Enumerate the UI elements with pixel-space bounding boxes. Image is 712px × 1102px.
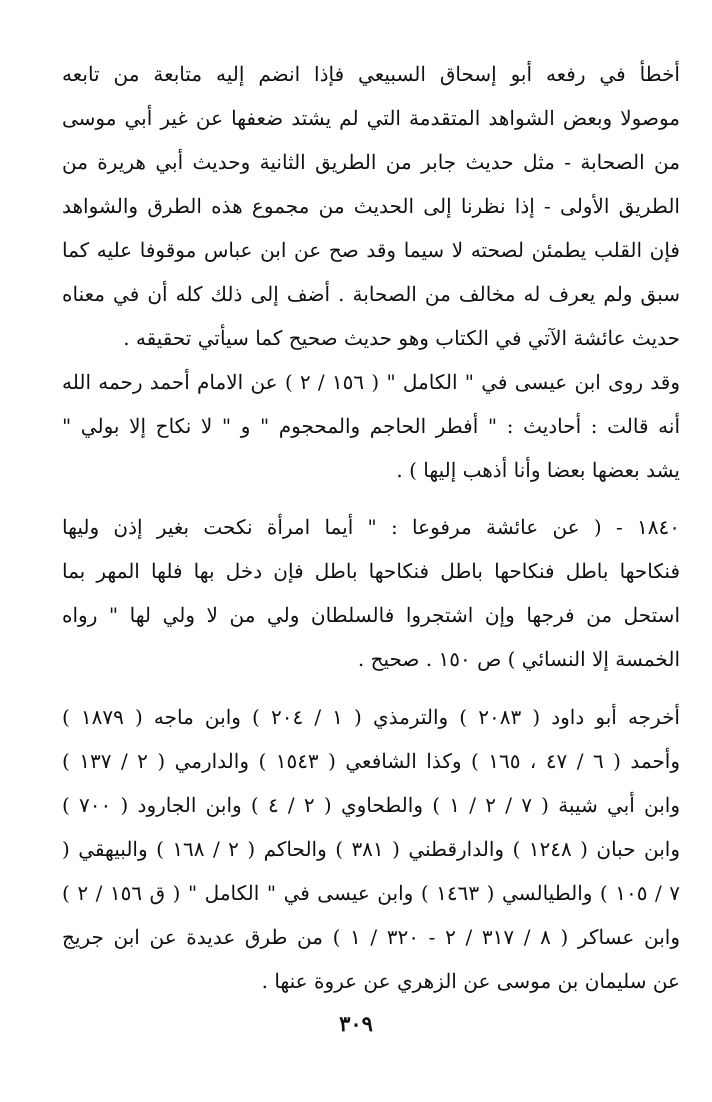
- text-line: موصولا وبعض الشواهد المتقدمة التي لم يشتد ضعفها عن غير أبي موسى: [62, 106, 680, 130]
- page-number: ٣٠٩: [339, 1011, 373, 1036]
- text-line: من الصحابة - مثل حديث جابر من الطريق الثانية وحديث أبي هريرة من: [62, 150, 680, 174]
- text-line: وأحمد ( ٦ / ٤٧ ، ١٦٥ ) وكذا الشافعي ( ١٥٤٣ ) والدارمي ( ٢ / ١٣٧ ): [62, 749, 680, 773]
- text-line: أخرجه أبو داود ( ٢٠٨٣ ) والترمذي ( ١ / ٢٠٤ ) وابن ماجه ( ١٨٧٩ ): [62, 705, 680, 729]
- text-line: وقد روى ابن عيسى في " الكامل " ( ١٥٦ / ٢ ) عن الامام أحمد رحمه الله: [62, 370, 680, 394]
- text-line: فنكاحها باطل فنكاحها باطل فنكاحها باطل فإن دخل بها فلها المهر بما: [62, 559, 680, 583]
- text-line: حديث عائشة الآتي في الكتاب وهو حديث صحيح كما سيأتي تحقيقه .: [123, 326, 680, 350]
- text-line: أخطأ في رفعه أبو إسحاق السبيعي فإذا انضم إليه متابعة من تابعه: [62, 62, 680, 86]
- text-line: الخمسة إلا النسائي ) ص ١٥٠ . صحيح .: [357, 647, 680, 671]
- text-line: يشد بعضها بعضا وأنا أذهب إليها ) .: [396, 458, 680, 482]
- text-line: وابن أبي شيبة ( ٧ / ٢ / ١ ) والطحاوي ( ٢ / ٤ ) وابن الجارود ( ٧٠٠ ): [62, 793, 680, 817]
- text-line: وابن حبان ( ١٢٤٨ ) والدارقطني ( ٣٨١ ) والحاكم ( ٢ / ١٦٨ ) والبيهقي (: [62, 837, 680, 861]
- text-line: ١٨٤٠ - ( عن عائشة مرفوعا : " أيما امرأة نكحت بغير إذن وليها: [62, 515, 680, 539]
- text-line: استحل من فرجها وإن اشتجروا فالسلطان ولي من لا ولي لها " رواه: [62, 603, 680, 627]
- text-line: ٧ / ١٠٥ ) والطيالسي ( ١٤٦٣ ) وابن عيسى في " الكامل " ( ق ١٥٦ / ٢ ): [62, 881, 680, 905]
- text-line: فإن القلب يطمئن لصحته لا سيما وقد صح عن ابن عباس موقوفا عليه كما: [62, 238, 680, 262]
- text-line: أنه قالت : أحاديث : " أفطر الحاجم والمحجوم " و " لا نكاح إلا بولي ": [62, 414, 680, 438]
- text-line: وابن عساكر ( ٨ / ٣١٧ / ٢ - ٣٢٠ / ١ ) من طرق عديدة عن ابن جريج: [62, 925, 680, 949]
- text-line: عن سليمان بن موسى عن الزهري عن عروة عنها .: [261, 969, 680, 993]
- text-line: سبق ولم يعرف له مخالف من الصحابة . أضف إلى ذلك كله أن في معناه: [62, 282, 680, 306]
- text-line: الطريق الأولى - إذا نظرنا إلى الحديث من مجموع هذه الطرق والشواهد: [62, 194, 680, 218]
